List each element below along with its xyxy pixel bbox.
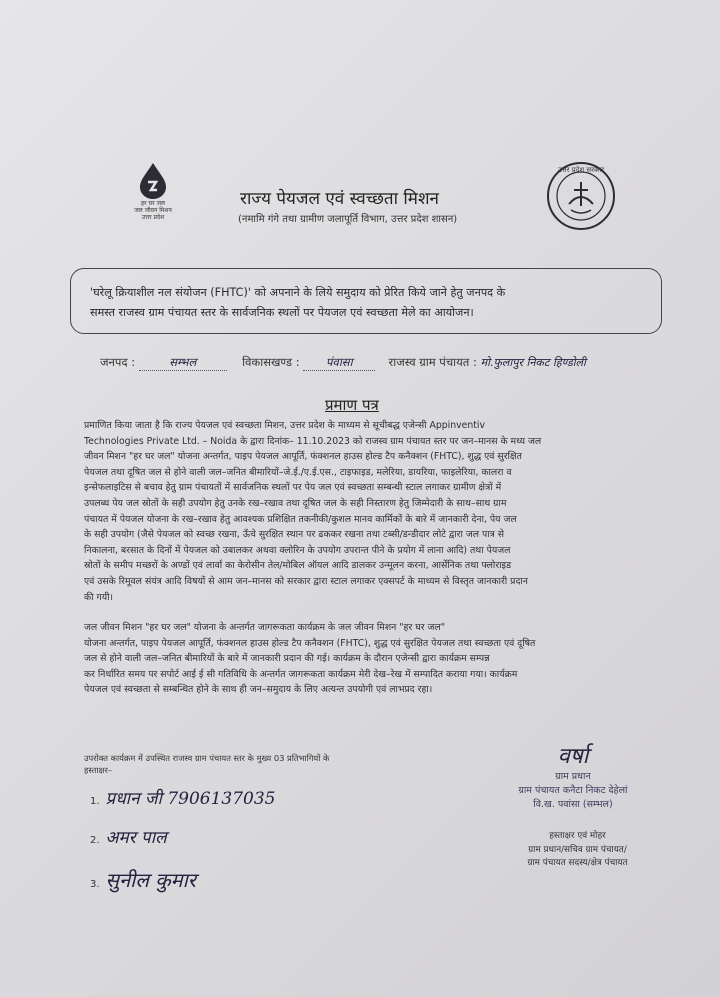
banner-text-line-1: 'घरेलू क्रियाशील नल संयोजन (FHTC)' को अपनाने के लिये समुदाय को प्रेरित किये जाने हेतु जनपद के	[90, 286, 506, 299]
block-value: पंवासा	[325, 355, 353, 369]
district-value: सम्भल	[169, 355, 197, 369]
para-line: Technologies Private Ltd. – Noida के द्वारा दिनांक– 11.10.2023 को राजस्व ग्राम पंचायत स्तर पर जन–मानस के मध्य जल	[84, 435, 542, 447]
certificate-paragraph-1	[84, 418, 541, 605]
participant-signature-1	[90, 786, 276, 809]
para-line: उपलब्ध पेय जल स्रोतों के सही उपयोग हेतु उनके रख–रखाव तथा दूषित जल के सही निस्तारण हेतु जिम्मेदारी के साथ–साथ ग्राम	[84, 497, 507, 509]
signature-text: अमर पाल	[105, 828, 167, 848]
para-line: पेयजल एवं स्वच्छता से सम्बन्धित होने के साथ ही जन–समुदाय के लिए अत्यन्त उपयोगी एवं लाभप्रद रहा।	[84, 684, 433, 696]
location-fields	[100, 355, 586, 371]
mission-title: राज्य पेयजल एवं स्वच्छता मिशन	[240, 189, 439, 209]
signature-number: 2.	[90, 835, 100, 846]
para-line: इन्सेफलाइटिस से बचाव हेतु ग्राम पंचायतों में सार्वजनिक स्थलों पर पेय जल एवं स्वच्छता सम्बन्धी स्टाल लगाकर ग्रामीण क्षेत्रों में	[84, 482, 502, 494]
caption-line-2: ग्राम प्रधान/सचिव ग्राम पंचायत/	[528, 844, 627, 855]
para-line: एवं उसके रिमूवल संयंत्र आदि विषयों से आम जन–मानस को सरकार द्वारा स्टाल लगाकर एक्सपर्ट के माध्यम से विस्तृत जानकारी प्रदान	[84, 575, 528, 587]
signature-caption	[495, 830, 660, 871]
para-line: जल जीवन मिशन "हर घर जल" योजना के अन्तर्गत जागरूकता कार्यक्रम के जल जीवन मिशन "हर घर जल"	[84, 622, 445, 633]
stamp-line-2: ग्राम पंचायत कनैटा निकट देहेलां	[518, 785, 628, 796]
participants-note	[84, 752, 329, 776]
certificate-paragraph-2	[84, 620, 535, 698]
jal-jeevan-mission-logo	[118, 160, 188, 230]
panchayat-label: राजस्व ग्राम पंचायत :	[388, 355, 477, 369]
signature-text: प्रधान जी 7906137035	[105, 789, 276, 809]
signature-text: सुनील कुमार	[105, 868, 196, 892]
pradhan-stamp	[488, 740, 658, 812]
para-line: जीवन मिशन "हर घर जल" योजना अन्तर्गत, पाइप पेयजल आपूर्ति, फंक्शनल हाउस होल्ड टैप कनैक्शन (FHTC), शुद्ध एवं सुरक्षित	[84, 451, 522, 463]
up-government-seal	[545, 160, 617, 232]
signature-number: 1.	[90, 796, 100, 807]
pradhan-signature: वर्षा	[557, 744, 589, 769]
participants-note-line-2: हस्ताक्षर–	[84, 765, 113, 775]
caption-line-3: ग्राम पंचायत सदस्य/क्षेत्र पंचायत	[527, 858, 628, 868]
district-label: जनपद :	[100, 355, 136, 369]
logo-tagline: हर घर जल जल जीवन मिशन उत्तर प्रदेश	[134, 200, 172, 221]
para-line: के सही उपयोग (जैसे पेयजल को स्वच्छ रखना, ऊँचे सुरक्षित स्थान पर ढककर रखना तथा टब्सी/डन्डीदार लोटे द्वारा जल पात्र से	[84, 529, 505, 541]
participants-note-line-1: उपरोक्त कार्यक्रम में उपस्थित राजस्व ग्राम पंचायत स्तर के मुख्य 03 प्रतिभागियों के	[84, 753, 330, 763]
para-line: पंचायत में पेयजल योजना के रख–रखाव हेतु आवश्यक प्रशिक्षित तकनीकी/कुशल मानव कार्मिकों के बारे में जानकारी देना, पेय जल	[84, 513, 517, 525]
para-line: स्रोतों के समीप मच्छरों के अण्डों एवं लार्वा का केरोसीन तेल/मोबिल ऑयल आदि डालकर उन्मूलन करना, आर्सेनिक तथा फ्लोराइड	[84, 560, 512, 572]
water-drop-icon	[118, 160, 188, 200]
panchayat-value: मो.फुलापुर निकट हिण्डोली	[480, 356, 586, 369]
para-line: योजना अन्तर्गत, पाइप पेयजल आपूर्ति, फंक्शनल हाउस होल्ड टैप कनैक्शन (FHTC), शुद्ध एवं सुरक्षित पेयजल तथा स्वच्छता एवं दूषित	[84, 637, 536, 649]
banner-text-line-2: समस्त राजस्व ग्राम पंचायत स्तर के सार्वजनिक स्थलों पर पेयजल एवं स्वच्छता मेले का आयोजन।	[90, 306, 474, 319]
participant-signature-3	[90, 866, 196, 893]
stamp-line-3: वि.ख. पवांसा (सम्भल)	[533, 799, 613, 810]
block-label: विकासखण्ड :	[242, 355, 300, 369]
event-banner-box	[70, 268, 662, 334]
certificate-title: प्रमाण पत्र	[325, 396, 379, 414]
participant-signature-2	[90, 825, 167, 848]
para-line: प्रमाणित किया जाता है कि राज्य पेयजल एवं स्वच्छता मिशन, उत्तर प्रदेश के माध्यम से सूचीबद्ध एजेन्सी Appinventiv	[84, 420, 485, 431]
caption-line-1: हस्ताक्षर एवं मोहर	[549, 831, 606, 841]
signature-number: 3.	[90, 879, 100, 890]
para-line: की गयी।	[84, 591, 114, 603]
para-line: जल से होने वाली जल–जनित बीमारियों के बारे में जानकारी प्रदान की गई। कार्यक्रम के दौरान एजेन्सी द्वारा कार्यक्रम सम्पन्न	[84, 653, 490, 665]
mission-subtitle: (नमामि गंगे तथा ग्रामीण जलापूर्ति विभाग, उत्तर प्रदेश शासन)	[238, 214, 458, 225]
para-line: पेयजल तथा दूषित जल से होने वाली जल–जनित बीमारियों–जे.ई./ए.ई.एस., टाइफाइड, मलेरिया, डायरिया, फाइलेरिया, कालरा व	[84, 466, 512, 478]
seal-text: उत्तर प्रदेश सरकार	[557, 166, 605, 174]
para-line: कर निर्धारित समय पर सपोर्ट आई ई सी गतिविधि के अन्तर्गत जागरूकता कार्यक्रम मेरी देख–रेख में सम्पादित कराया गया। कार्यक्रम	[84, 668, 518, 680]
para-line: निकालना, बरसात के दिनों में पेयजल को उबालकर अथवा क्लोरिन के उपयोग उपरान्त पीने के प्रयोग में लाना आदि) तथा पेयजल	[84, 544, 511, 556]
stamp-line-1: ग्राम प्रधान	[555, 771, 591, 782]
